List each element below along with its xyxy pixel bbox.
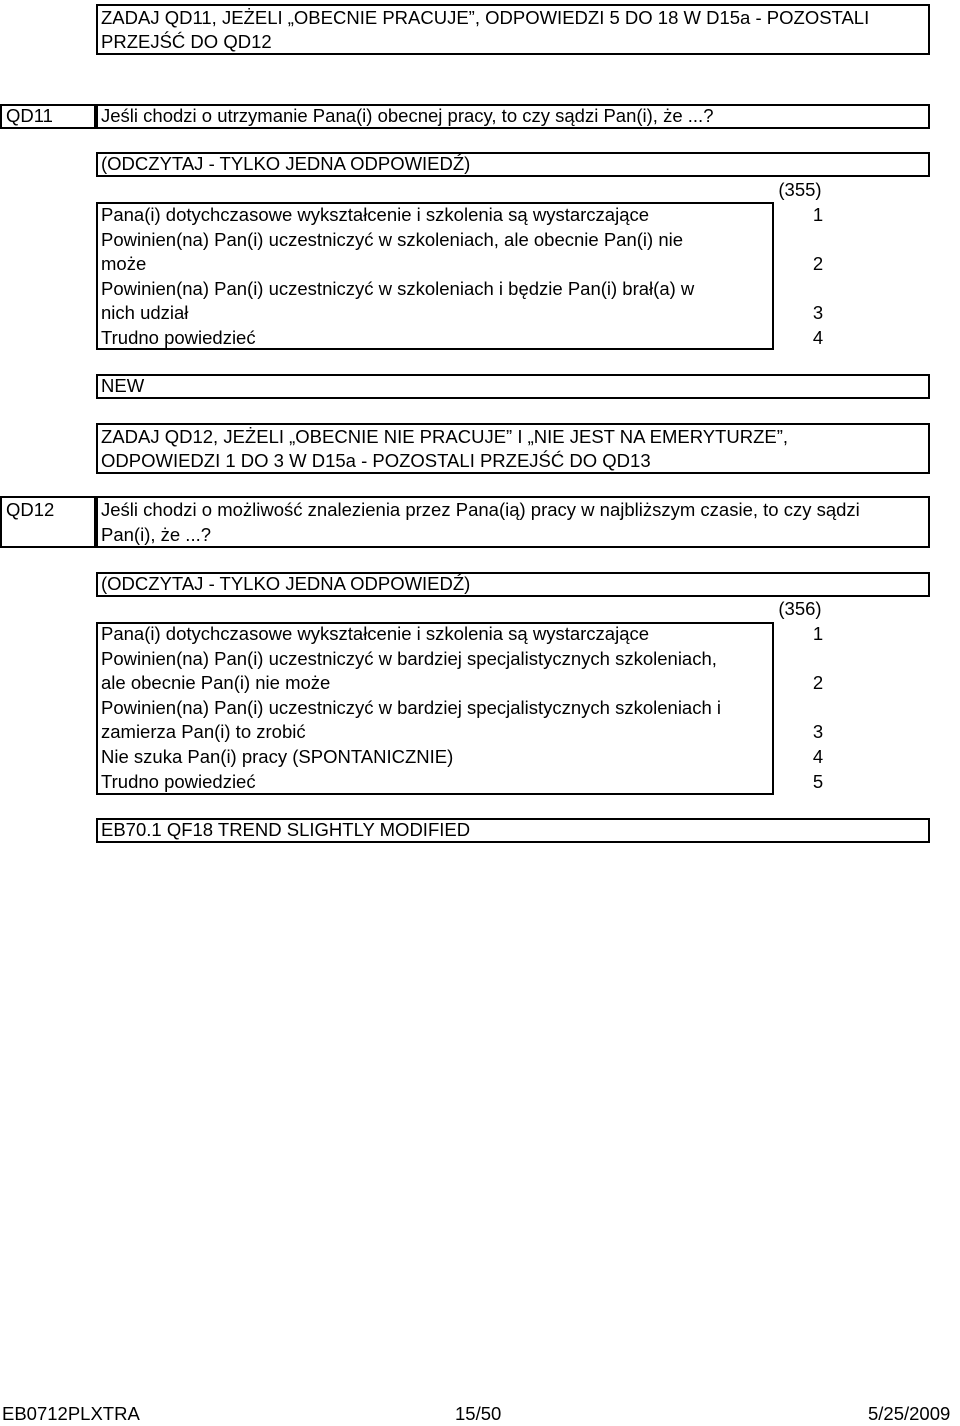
qd11-id: QD11	[6, 105, 53, 126]
footer-doc-id: EB0712PLXTRA	[2, 1403, 140, 1424]
instruction-qd12-line1: ZADAJ QD12, JEŻELI „OBECNIE NIE PRACUJE” I „NIE JEST NA EMERYTURZE”,	[101, 426, 789, 447]
qd12-option-1: Pana(i) dotychczasowe wykształcenie i szkolenia są wystarczające	[101, 623, 650, 644]
qd12-option-3-cont: zamierza Pan(i) to zrobić	[101, 721, 306, 742]
new-label: NEW	[101, 375, 145, 396]
trend-note: EB70.1 QF18 TREND SLIGHTLY MODIFIED	[101, 819, 471, 840]
qd12-code: (356)	[778, 598, 822, 619]
qd12-read-note: (ODCZYTAJ - TYLKO JEDNA ODPOWIEDŹ)	[101, 573, 471, 594]
qd12-option-3: Powinien(na) Pan(i) uczestniczyć w bardziej specjalistycznych szkoleniach i	[101, 697, 722, 718]
instruction-qd12-line2: ODPOWIEDZI 1 DO 3 W D15a - POZOSTALI PRZEJŚĆ DO QD13	[101, 450, 651, 471]
qd12-option-1-num: 1	[812, 623, 824, 644]
qd11-code: (355)	[778, 179, 822, 200]
qd11-read-note: (ODCZYTAJ - TYLKO JEDNA ODPOWIEDŹ)	[101, 153, 471, 174]
qd11-option-3: Powinien(na) Pan(i) uczestniczyć w szkoleniach i będzie Pan(i) brał(a) w	[101, 278, 695, 299]
qd11-option-3-cont: nich udział	[101, 302, 189, 323]
footer-date: 5/25/2009	[868, 1403, 951, 1424]
qd12-option-5-num: 5	[812, 771, 824, 792]
qd11-option-1-num: 1	[812, 204, 824, 225]
instruction-qd11-text: ZADAJ QD11, JEŻELI „OBECNIE PRACUJE”, ODPOWIEDZI 5 DO 18 W D15a - POZOSTALI PRZEJŚĆ DO QD12	[101, 7, 870, 52]
qd11-option-2-cont: może	[101, 253, 147, 274]
qd12-option-3-num: 3	[812, 721, 824, 742]
qd12-option-4-num: 4	[812, 746, 824, 767]
qd12-option-4: Nie szuka Pan(i) pracy (SPONTANICZNIE)	[101, 746, 454, 767]
qd11-option-2-num: 2	[812, 253, 824, 274]
qd12-option-2: Powinien(na) Pan(i) uczestniczyć w bardziej specjalistycznych szkoleniach,	[101, 648, 717, 669]
qd11-option-3-num: 3	[812, 302, 824, 323]
qd12-option-2-cont: ale obecnie Pan(i) nie może	[101, 672, 331, 693]
new-label-box	[96, 374, 930, 399]
qd11-option-4: Trudno powiedzieć	[101, 327, 256, 348]
qd12-id: QD12	[6, 499, 55, 520]
footer-page-number: 15/50	[455, 1403, 502, 1424]
qd11-option-4-num: 4	[812, 327, 824, 348]
qd11-question: Jeśli chodzi o utrzymanie Pana(i) obecnej pracy, to czy sądzi Pan(i), że ...?	[101, 105, 714, 126]
qd11-option-1: Pana(i) dotychczasowe wykształcenie i szkolenia są wystarczające	[101, 204, 650, 225]
qd12-option-5: Trudno powiedzieć	[101, 771, 256, 792]
qd11-option-2: Powinien(na) Pan(i) uczestniczyć w szkoleniach, ale obecnie Pan(i) nie	[101, 229, 684, 250]
qd12-question-line1: Jeśli chodzi o możliwość znalezienia przez Pana(ią) pracy w najbliższym czasie, to czy sądzi	[101, 499, 860, 520]
qd12-question-line2: Pan(i), że ...?	[101, 524, 212, 545]
qd12-option-2-num: 2	[812, 672, 824, 693]
